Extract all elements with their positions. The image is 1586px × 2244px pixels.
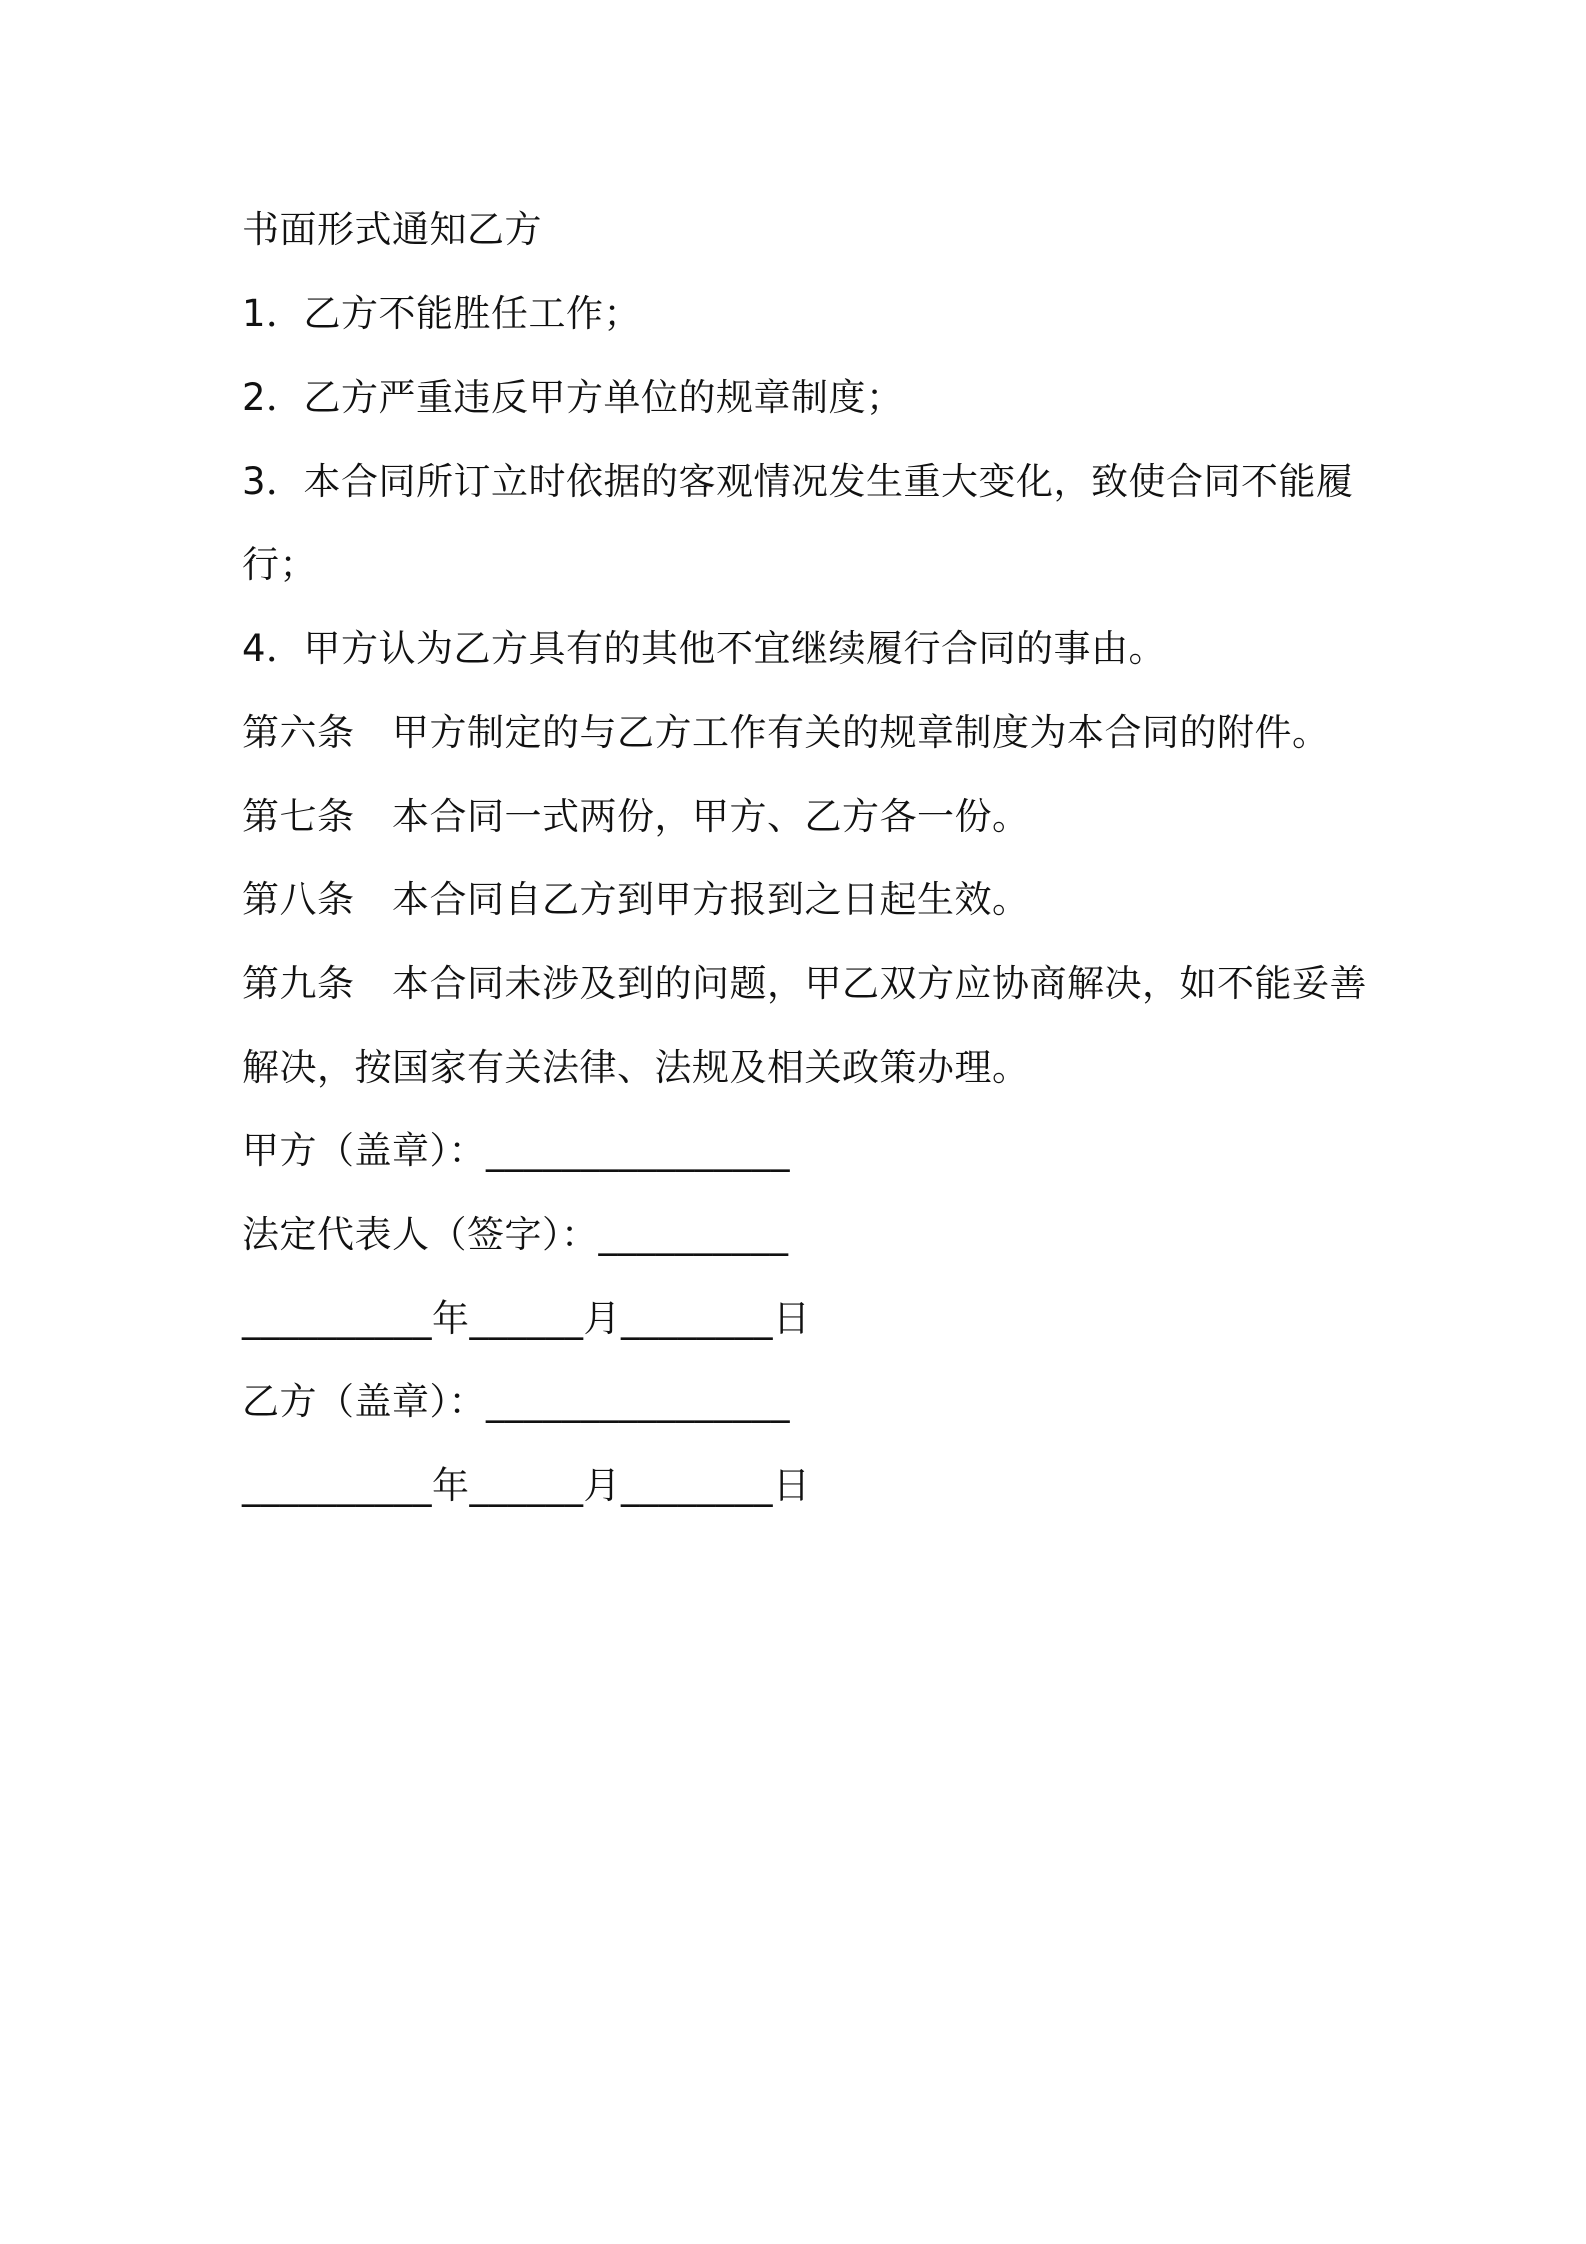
party-a-seal-line: 甲方（盖章）：________________ [242,1129,790,1172]
article-8-label: 第八条 [242,878,355,921]
party-b-seal-line: 乙方（盖章）：________________ [242,1380,790,1423]
article-6 [242,709,1330,757]
notice-line: 书面形式通知乙方 [242,208,542,251]
date-line-party-a: __________年______月________日 [242,1297,811,1340]
article-7 [242,793,1030,841]
clause-item-4: 4．甲方认为乙方具有的其他不宜继续履行合同的事由。 [242,627,1167,670]
article-8 [242,876,1030,924]
article-9-text: 本合同未涉及到的问题，甲乙双方应协商解决，如不能妥善 [392,962,1367,1005]
article-9-continuation: 解决，按国家有关法律、法规及相关政策办理。 [242,1046,1030,1089]
article-7-text: 本合同一式两份，甲方、乙方各一份。 [392,795,1030,838]
clause-item-3-continuation: 行； [242,543,317,586]
article-6-label: 第六条 [242,711,355,754]
article-9 [242,960,1367,1008]
date-line-party-b: __________年______月________日 [242,1464,811,1507]
clause-item-1: 1．乙方不能胜任工作； [242,292,642,335]
article-9-label: 第九条 [242,962,355,1005]
article-7-label: 第七条 [242,795,355,838]
clause-item-3: 3．本合同所订立时依据的客观情况发生重大变化，致使合同不能履 [242,460,1354,503]
clause-item-2: 2．乙方严重违反甲方单位的规章制度； [242,376,904,419]
article-6-text: 甲方制定的与乙方工作有关的规章制度为本合同的附件。 [392,711,1330,754]
legal-representative-sign-line: 法定代表人（签字）：__________ [242,1213,789,1256]
article-8-text: 本合同自乙方到甲方报到之日起生效。 [392,878,1030,921]
